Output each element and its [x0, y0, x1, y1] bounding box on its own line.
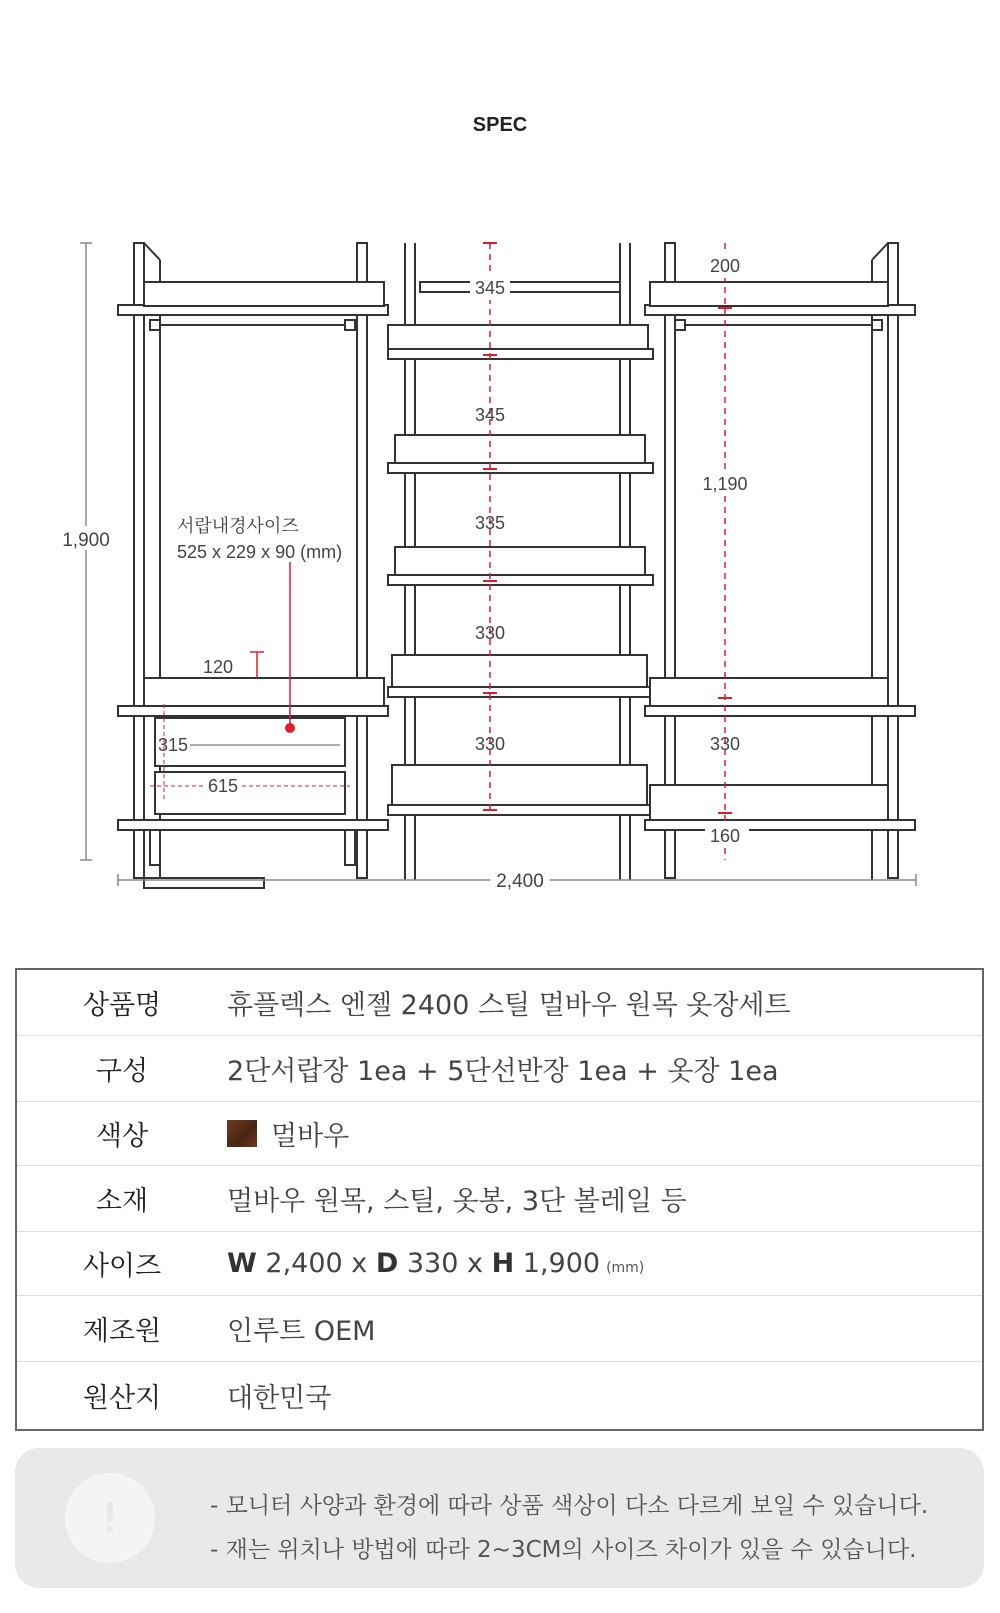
row-label: 원산지	[82, 1383, 162, 1414]
notice-box	[15, 1448, 984, 1588]
dim-615: 615	[207, 776, 239, 796]
right-wardrobe-unit	[645, 243, 915, 880]
row-label: 사이즈	[82, 1251, 162, 1282]
notice-line-2: - 재는 위치나 방법에 따라 2~3CM의 사이즈 차이가 있을 수 있습니다.	[210, 1537, 917, 1563]
manufacturer: 인루트 OEM	[227, 1316, 376, 1347]
color-name: 멀바우	[271, 1121, 350, 1152]
center-dim-2: 345	[474, 405, 506, 425]
table-row	[17, 970, 982, 1036]
row-label: 상품명	[82, 990, 162, 1021]
h-letter: H	[491, 1248, 515, 1279]
row-label: 소재	[95, 1186, 149, 1217]
center-dim-5: 330	[474, 734, 506, 754]
row-label: 제조원	[82, 1316, 162, 1347]
drawer-marker	[285, 723, 295, 733]
table-row	[17, 1166, 982, 1232]
height-dimension	[80, 243, 92, 860]
drawer-label: 서랍내경사이즈	[177, 516, 299, 536]
row-label: 색상	[95, 1121, 149, 1152]
color-value	[227, 1114, 982, 1153]
exclamation-icon: !	[65, 1473, 155, 1563]
width-label: 2,400	[496, 871, 544, 892]
product-name: 휴플렉스 엔젤 2400 스틸 멀바우 원목 옷장세트	[227, 990, 791, 1021]
table-row	[17, 1036, 982, 1102]
color-swatch	[227, 1120, 257, 1147]
height-label: 1,900	[62, 530, 110, 551]
size-value	[227, 1248, 982, 1279]
origin: 대한민국	[227, 1383, 332, 1414]
material: 멀바우 원목, 스틸, 옷봉, 3단 볼레일 등	[227, 1186, 687, 1217]
notice-text	[210, 1484, 928, 1572]
w-letter: W	[227, 1248, 257, 1279]
right-dim-2: 1,190	[702, 474, 748, 494]
w-value: 2,400 x	[265, 1248, 368, 1279]
spec-table	[15, 968, 984, 1431]
left-drawer-unit	[118, 243, 388, 888]
d-value: 330 x	[406, 1248, 483, 1279]
composition: 2단서랍장 1ea + 5단선반장 1ea + 옷장 1ea	[227, 1056, 779, 1087]
dim-315: 315	[158, 735, 189, 755]
table-row	[17, 1296, 982, 1362]
product-dimension-diagram	[0, 220, 1000, 920]
right-dim-1: 200	[709, 256, 741, 276]
center-dim-3: 335	[474, 513, 506, 533]
dim-120: 120	[202, 657, 233, 677]
center-dim-4: 330	[474, 623, 506, 643]
table-row	[17, 1232, 982, 1296]
section-title: SPEC	[472, 114, 528, 136]
right-dim-3: 330	[709, 734, 741, 754]
size-unit: (mm)	[606, 1259, 645, 1276]
right-dim-4: 160	[709, 826, 741, 846]
center-shelf-unit	[388, 243, 653, 880]
right-dims	[700, 254, 752, 848]
notice-line-1: - 모니터 사양과 환경에 따라 상품 색상이 다소 다르게 보일 수 있습니다.	[210, 1493, 929, 1519]
drawer-size: 525 x 229 x 90 (mm)	[177, 542, 343, 562]
d-letter: D	[375, 1248, 399, 1279]
table-row	[17, 1102, 982, 1166]
h-value: 1,900	[522, 1248, 601, 1279]
row-label: 구성	[95, 1056, 149, 1087]
table-row	[17, 1362, 982, 1429]
center-dim-1: 345	[474, 278, 506, 298]
